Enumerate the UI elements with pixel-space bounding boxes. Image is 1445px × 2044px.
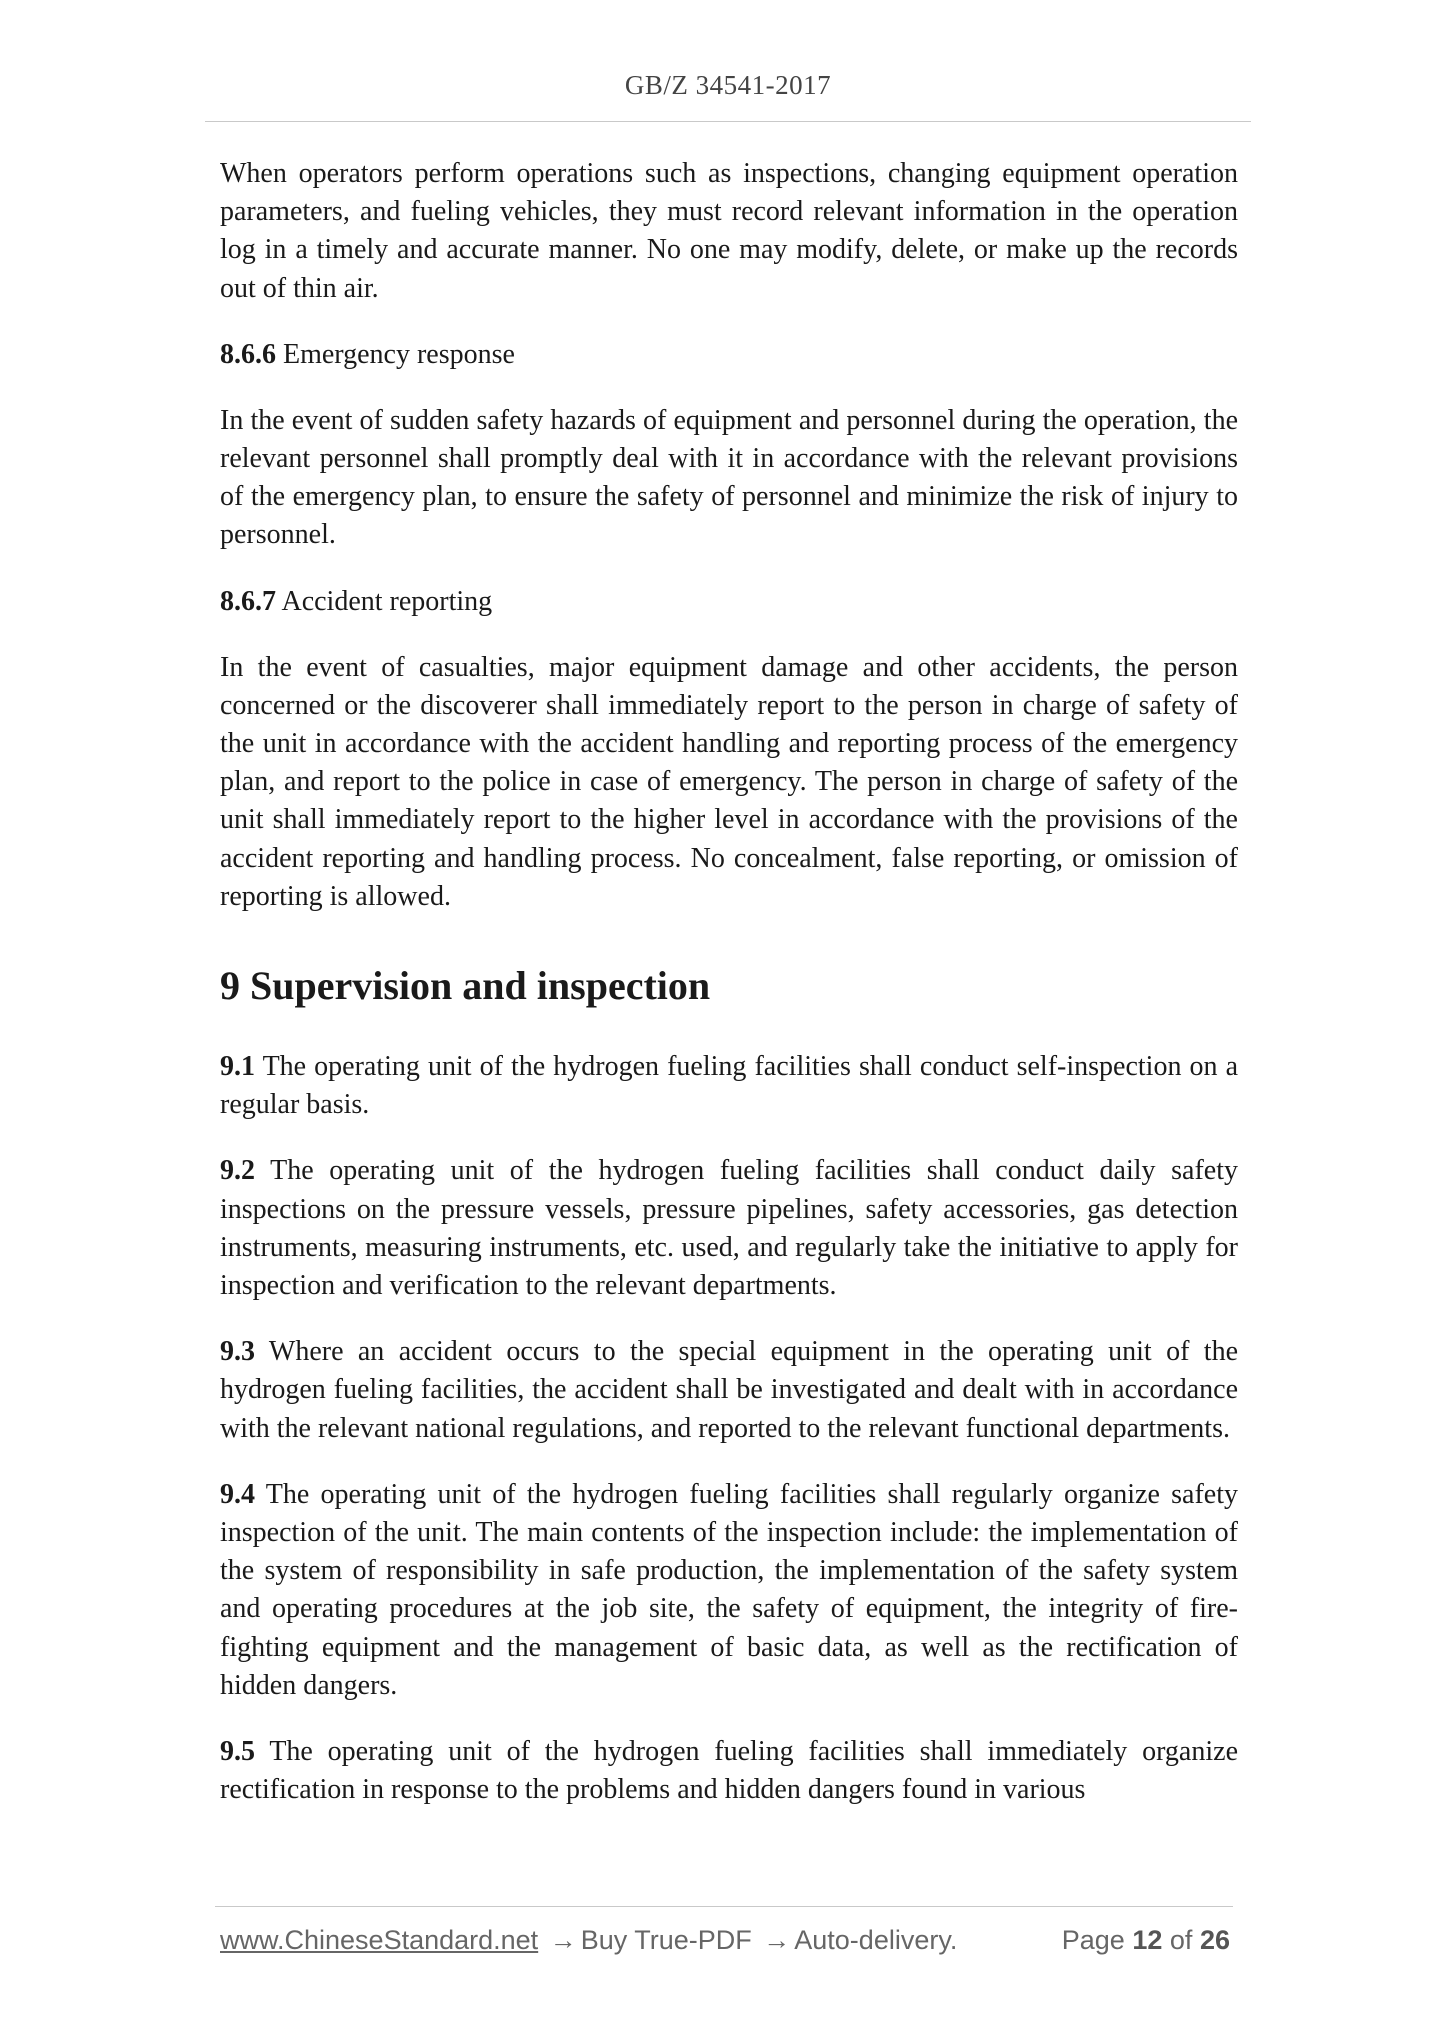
page-indicator [1062,1925,1230,1956]
clause-9-1 [220,1048,1238,1124]
page-footer [220,1925,1230,1961]
delivery-text: Auto-delivery. [794,1925,958,1955]
clause-9-3 [220,1333,1238,1448]
clause-number: 8.6.6 [220,338,276,370]
arrow-right-icon: → [763,1925,791,1955]
paragraph-emergency-response: In the event of sudden safety hazards of equipment and personnel during the operation, the relevant personnel shall promptly deal with it in accordance with the relevant provisions of the emergency plan, to ensure the safety of personnel and minimize the risk of injury to personnel. [220,404,1238,551]
clause-text: The operating unit of the hydrogen fueling facilities shall conduct daily safety inspections on the pressure vessels, pressure pipelines, safety accessories, gas detection instruments, measuring instruments, etc. used, and regularly take the initiative to apply for inspection and verification to the relevant departments. [220,1155,1238,1302]
clause-number: 9.5 [220,1736,255,1768]
clause-9-2 [220,1152,1238,1305]
clause-text: The operating unit of the hydrogen fueling facilities shall immediately organize rectification in response to the problems and hidden dangers found in various [220,1736,1238,1806]
clause-number: 9.1 [220,1051,255,1083]
clause-text: The operating unit of the hydrogen fueling facilities shall regularly organize safety inspection of the unit. The main contents of the inspection include: the implementation of the system of responsibility in safe production, the implementation of the safety system and operating procedures at the job site, the safety of equipment, the integrity of fire-fighting equipment and the management of basic data, as well as the rectification of hidden dangers. [220,1478,1238,1701]
paragraph-accident-reporting: In the event of casualties, major equipment damage and other accidents, the person concerned or the discoverer shall immediately report to the person in charge of safety of the unit in accordance with the accident handling and reporting process of the emergency plan, and report to the police in case of emergency. The person in charge of safety of the unit shall immediately report to the higher level in accordance with the provisions of the accident reporting and handling process. No concealment, false reporting, or omission of reporting is allowed. [220,651,1238,912]
buy-text: Buy True-PDF [580,1925,752,1955]
clause-number: 9.4 [220,1478,255,1510]
page-label: Page [1061,1925,1125,1955]
footer-divider [215,1906,1233,1907]
of-label: of [1169,1925,1193,1955]
clause-9-5 [220,1733,1238,1809]
clause-heading-8-6-7 [220,583,1238,621]
header-divider [205,121,1251,122]
document-body [220,155,1238,1838]
website-link[interactable]: www.ChineseStandard.net [220,1925,539,1955]
running-header: GB/Z 34541-2017 [624,70,832,100]
clause-text: The operating unit of the hydrogen fueling facilities shall conduct self-inspection on a regular basis. [220,1051,1239,1121]
clause-number: 8.6.7 [220,585,276,617]
section-heading-9: 9 Supervision and inspection [220,963,711,1009]
clause-number: 9.3 [220,1336,255,1368]
arrow-right-icon: → [549,1925,577,1955]
clause-title: Accident reporting [281,585,493,617]
clause-title: Emergency response [283,338,515,370]
clause-heading-8-6-6 [220,336,1238,374]
current-page-number: 12 [1132,1925,1163,1955]
clause-9-4 [220,1476,1238,1705]
clause-number: 9.2 [220,1155,255,1187]
paragraph-operation-log: When operators perform operations such as inspections, changing equipment operation parameters, and fueling vehicles, they must record relevant information in the operation log in a timely and accurate manner. No one may modify, delete, or make up the records out of thin air. [220,158,1238,304]
clause-text: Where an accident occurs to the special equipment in the operating unit of the hydrogen fueling facilities, the accident shall be investigated and dealt with in accordance with the relevant national regulations, and reported to the relevant functional departments. [220,1336,1238,1444]
total-pages: 26 [1199,1925,1230,1955]
footer-promo [220,1925,957,1956]
